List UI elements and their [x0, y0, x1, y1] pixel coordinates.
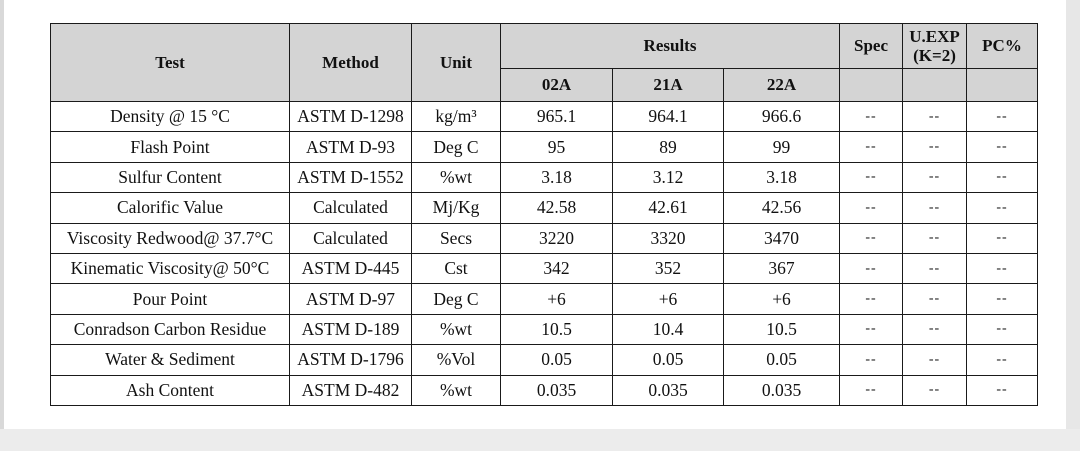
uexp-label: U.EXP	[909, 27, 960, 46]
table-row	[51, 223, 1038, 253]
cell-unit: %Vol	[412, 345, 501, 375]
col-header-test: Test	[51, 24, 290, 102]
col-header-22a: 22A	[724, 69, 840, 102]
cell-uexp: --	[903, 253, 967, 283]
cell-result-02a: 3.18	[501, 162, 613, 192]
cell-uexp: --	[903, 132, 967, 162]
photo-right-edge	[1066, 0, 1080, 451]
col-header-uexp	[903, 24, 967, 69]
col-header-pc-blank	[967, 69, 1038, 102]
test-results-table	[50, 23, 1038, 406]
cell-uexp: --	[903, 345, 967, 375]
col-header-spec-blank	[840, 69, 903, 102]
cell-result-21a: +6	[613, 284, 724, 314]
cell-result-22a: 42.56	[724, 193, 840, 223]
cell-method: ASTM D-93	[290, 132, 412, 162]
table-row	[51, 193, 1038, 223]
cell-spec: --	[840, 253, 903, 283]
cell-method: Calculated	[290, 223, 412, 253]
cell-uexp: --	[903, 102, 967, 132]
cell-uexp: --	[903, 193, 967, 223]
cell-result-22a: 0.05	[724, 345, 840, 375]
table-row	[51, 253, 1038, 283]
cell-test: Viscosity Redwood@ 37.7°C	[51, 223, 290, 253]
cell-method: ASTM D-445	[290, 253, 412, 283]
cell-spec: --	[840, 223, 903, 253]
cell-pc: --	[967, 102, 1038, 132]
cell-spec: --	[840, 102, 903, 132]
photo-left-edge	[0, 0, 4, 451]
cell-result-22a: +6	[724, 284, 840, 314]
cell-uexp: --	[903, 162, 967, 192]
cell-spec: --	[840, 375, 903, 405]
cell-method: Calculated	[290, 193, 412, 223]
cell-pc: --	[967, 162, 1038, 192]
cell-result-22a: 3470	[724, 223, 840, 253]
cell-pc: --	[967, 345, 1038, 375]
cell-result-22a: 966.6	[724, 102, 840, 132]
cell-test: Water & Sediment	[51, 345, 290, 375]
cell-result-22a: 367	[724, 253, 840, 283]
col-header-02a: 02A	[501, 69, 613, 102]
col-header-pc: PC%	[967, 24, 1038, 69]
cell-result-21a: 964.1	[613, 102, 724, 132]
cell-result-02a: 10.5	[501, 314, 613, 344]
col-header-21a: 21A	[613, 69, 724, 102]
cell-uexp: --	[903, 284, 967, 314]
table-row	[51, 102, 1038, 132]
cell-test: Kinematic Viscosity@ 50°C	[51, 253, 290, 283]
cell-unit: %wt	[412, 162, 501, 192]
cell-result-22a: 10.5	[724, 314, 840, 344]
table-row	[51, 375, 1038, 405]
col-header-method: Method	[290, 24, 412, 102]
cell-result-22a: 99	[724, 132, 840, 162]
cell-method: ASTM D-189	[290, 314, 412, 344]
cell-method: ASTM D-1552	[290, 162, 412, 192]
cell-method: ASTM D-97	[290, 284, 412, 314]
table-row	[51, 132, 1038, 162]
cell-test: Ash Content	[51, 375, 290, 405]
cell-uexp: --	[903, 314, 967, 344]
cell-spec: --	[840, 314, 903, 344]
table-body	[51, 102, 1038, 406]
cell-unit: kg/m³	[412, 102, 501, 132]
cell-spec: --	[840, 284, 903, 314]
cell-unit: Deg C	[412, 132, 501, 162]
cell-method: ASTM D-1796	[290, 345, 412, 375]
cell-result-21a: 3.12	[613, 162, 724, 192]
cell-test: Density @ 15 °C	[51, 102, 290, 132]
cell-result-21a: 10.4	[613, 314, 724, 344]
cell-result-21a: 352	[613, 253, 724, 283]
cell-pc: --	[967, 284, 1038, 314]
cell-test: Sulfur Content	[51, 162, 290, 192]
cell-spec: --	[840, 132, 903, 162]
cell-result-02a: 965.1	[501, 102, 613, 132]
cell-unit: %wt	[412, 314, 501, 344]
cell-unit: Mj/Kg	[412, 193, 501, 223]
cell-result-21a: 89	[613, 132, 724, 162]
cell-unit: Deg C	[412, 284, 501, 314]
cell-result-22a: 0.035	[724, 375, 840, 405]
photo-bottom-edge	[0, 429, 1080, 451]
cell-result-02a: +6	[501, 284, 613, 314]
cell-unit: Secs	[412, 223, 501, 253]
header-row-1	[51, 24, 1038, 69]
cell-method: ASTM D-1298	[290, 102, 412, 132]
cell-test: Conradson Carbon Residue	[51, 314, 290, 344]
table-row	[51, 345, 1038, 375]
col-header-uexp-blank	[903, 69, 967, 102]
cell-pc: --	[967, 223, 1038, 253]
cell-result-02a: 95	[501, 132, 613, 162]
cell-pc: --	[967, 375, 1038, 405]
cell-uexp: --	[903, 223, 967, 253]
table-row	[51, 162, 1038, 192]
cell-spec: --	[840, 345, 903, 375]
cell-result-02a: 0.035	[501, 375, 613, 405]
col-header-spec: Spec	[840, 24, 903, 69]
cell-spec: --	[840, 193, 903, 223]
cell-result-02a: 342	[501, 253, 613, 283]
uexp-k-label: (K=2)	[913, 46, 956, 65]
cell-unit: Cst	[412, 253, 501, 283]
table-row	[51, 314, 1038, 344]
col-header-unit: Unit	[412, 24, 501, 102]
cell-method: ASTM D-482	[290, 375, 412, 405]
cell-pc: --	[967, 314, 1038, 344]
cell-result-21a: 42.61	[613, 193, 724, 223]
cell-spec: --	[840, 162, 903, 192]
cell-test: Calorific Value	[51, 193, 290, 223]
cell-pc: --	[967, 132, 1038, 162]
cell-result-21a: 0.035	[613, 375, 724, 405]
cell-result-21a: 3320	[613, 223, 724, 253]
cell-pc: --	[967, 193, 1038, 223]
cell-unit: %wt	[412, 375, 501, 405]
cell-result-21a: 0.05	[613, 345, 724, 375]
cell-test: Flash Point	[51, 132, 290, 162]
cell-uexp: --	[903, 375, 967, 405]
cell-result-02a: 3220	[501, 223, 613, 253]
table-row	[51, 284, 1038, 314]
cell-result-02a: 42.58	[501, 193, 613, 223]
cell-test: Pour Point	[51, 284, 290, 314]
cell-result-02a: 0.05	[501, 345, 613, 375]
cell-pc: --	[967, 253, 1038, 283]
cell-result-22a: 3.18	[724, 162, 840, 192]
col-header-results: Results	[501, 24, 840, 69]
